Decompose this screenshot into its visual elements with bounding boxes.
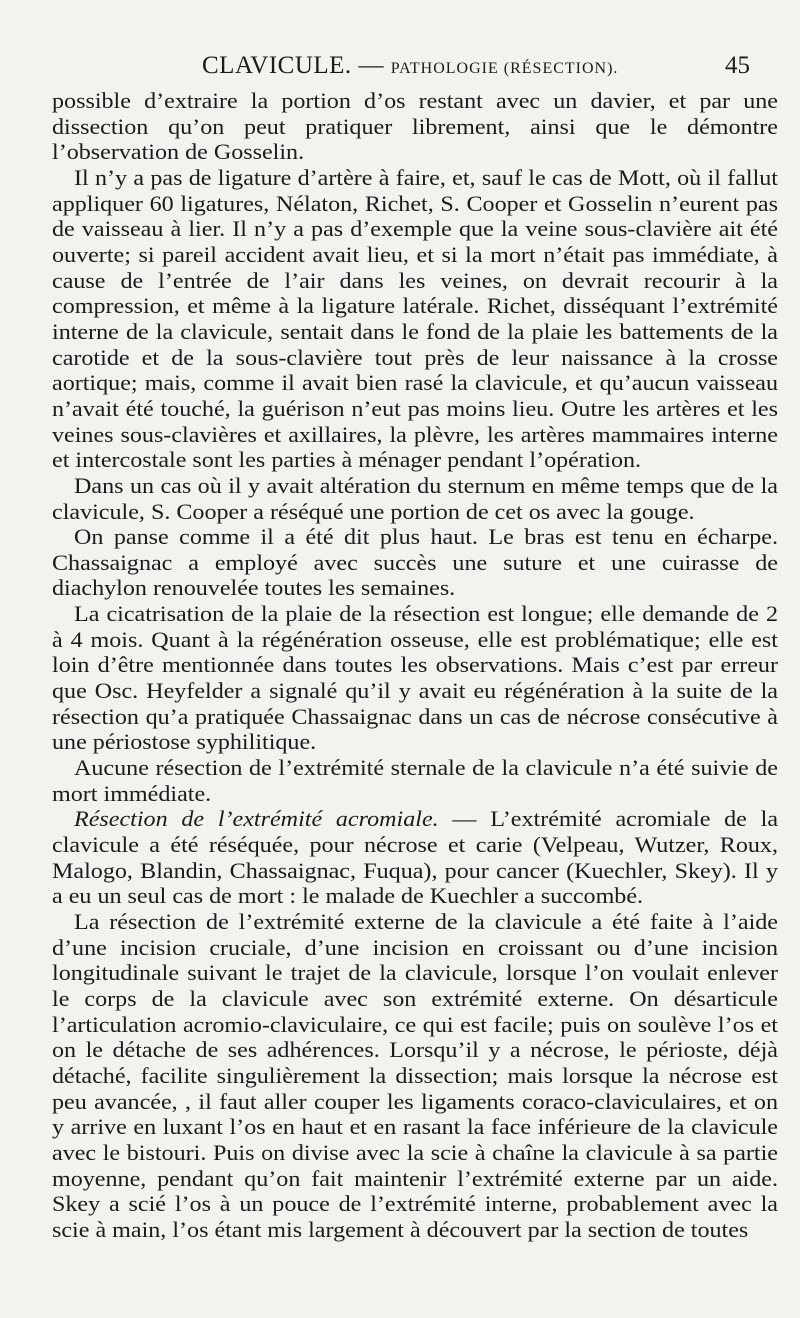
paragraph-mortalite: Aucune résection de l’extrémité sternale de la clavicule n’a été suivie de mort immédiate. [52,755,778,806]
paragraph-sternum: Dans un cas où il y avait altération du sternum en même temps que de la clavicule, S. Cooper a réséqué une portion de cet os avec la gouge. [52,472,778,524]
running-title [202,52,618,80]
paragraph-acromiale-text: — L’extrémité acromiale de la clavicule a été réséquée, pour nécrose et carie (Velpeau, Wutzer, Roux, Malogo, Blandin, Chassaignac, Fuqua), pour cancer (Kuechler, Skey). Il y a eu un seul cas de mort : le malade de Kuechler a succombé. [52,806,779,909]
paragraph-acromiale [52,806,778,909]
running-subtitle: PATHOLOGIE (RÉSECTION). [390,60,619,77]
paragraph-continuation: possible d’extraire la portion d’os restant avec un davier, et par une dissection qu’on peut pratiquer librement, ainsi que le démontre l’observation de Gosselin. [52,88,778,165]
paragraph-pansement: On panse comme il a été dit plus haut. Le bras est tenu en écharpe. Chassaignac a employé avec succès une suture et une cuirasse de diachylon renouvelée toutes les semaines. [52,524,778,601]
paragraph-technique: La résection de l’extrémité externe de la clavicule a été faite à l’aide d’une incision cruciale, d’une incision en croissant ou d’une incision longitudinale suivant le trajet de la clavicule, lorsque l’on voulait enlever le corps de la clavicule avec son extrémité externe. On désarticule l’articulation acromio-claviculaire, ce qui est facile; puis on soulève l’os et on le détache de ses adhérences. Lorsqu’il y a nécrose, le périoste, déjà détaché, facilite singulièrement la dissection; mais lorsque la nécrose est peu avancée, , il faut aller couper les ligaments coraco-claviculaires, et on y arrive en luxant l’os en haut et en rasant la face inférieure de la clavicule avec le bistouri. Puis on divise avec la scie à chaîne la clavicule à sa partie moyenne, pendant qu’on fait maintenir l’extrémité externe par un aide. Skey a scié l’os à un pouce de l’extrémité interne, probablement avec la scie à main, l’os étant mis largement à découvert par la section de toutes [52,909,778,1242]
paragraph-cicatrisation: La cicatrisation de la plaie de la résection est longue; elle demande de 2 à 4 mois. Quant à la régénération osseuse, elle est problématique; elle est loin d’être mentionnée dans toutes les observations. Mais c’est par erreur que Osc. Heyfelder a signalé qu’il y avait eu régénération à la suite de la résection qu’a pratiquée Chassaignac dans un cas de nécrose consécutive à une périostose syphilitique. [52,601,778,755]
paragraph-ligature: Il n’y a pas de ligature d’artère à faire, et, sauf le cas de Mott, où il fallut appliquer 60 ligatures, Nélaton, Richet, S. Cooper et Gosselin n’eurent pas de vaisseau à lier. Il n’y a pas d’exemple que la veine sous-clavière ait été ouverte; si pareil accident avait lieu, et si la mort n’était pas immédiate, à cause de l’entrée de l’air dans les veines, on devrait recourir à la compression, et même à la ligature latérale. Richet, disséquant l’extrémité interne de la clavicule, sentait dans le fond de la plaie les battements de la carotide et de la sous-clavière tout près de leur naissance à la crosse aortique; mais, comme il avait bien rasé la clavicule, et qu’aucun vaisseau n’avait été touché, la guérison n’eut pas moins lieu. Outre les artères et les veines sous-clavières et axillaires, la plèvre, les artères mammaires interne et intercostale sont les parties à ménager pendant l’opération. [52,164,778,473]
running-header [52,52,750,86]
running-title-dash: — [358,52,384,79]
page-number: 45 [725,52,750,79]
section-heading-acromiale: Résection de l’extrémité acromiale. [74,806,439,832]
body-text [52,88,778,1243]
running-title-main: CLAVICULE. [202,52,352,79]
